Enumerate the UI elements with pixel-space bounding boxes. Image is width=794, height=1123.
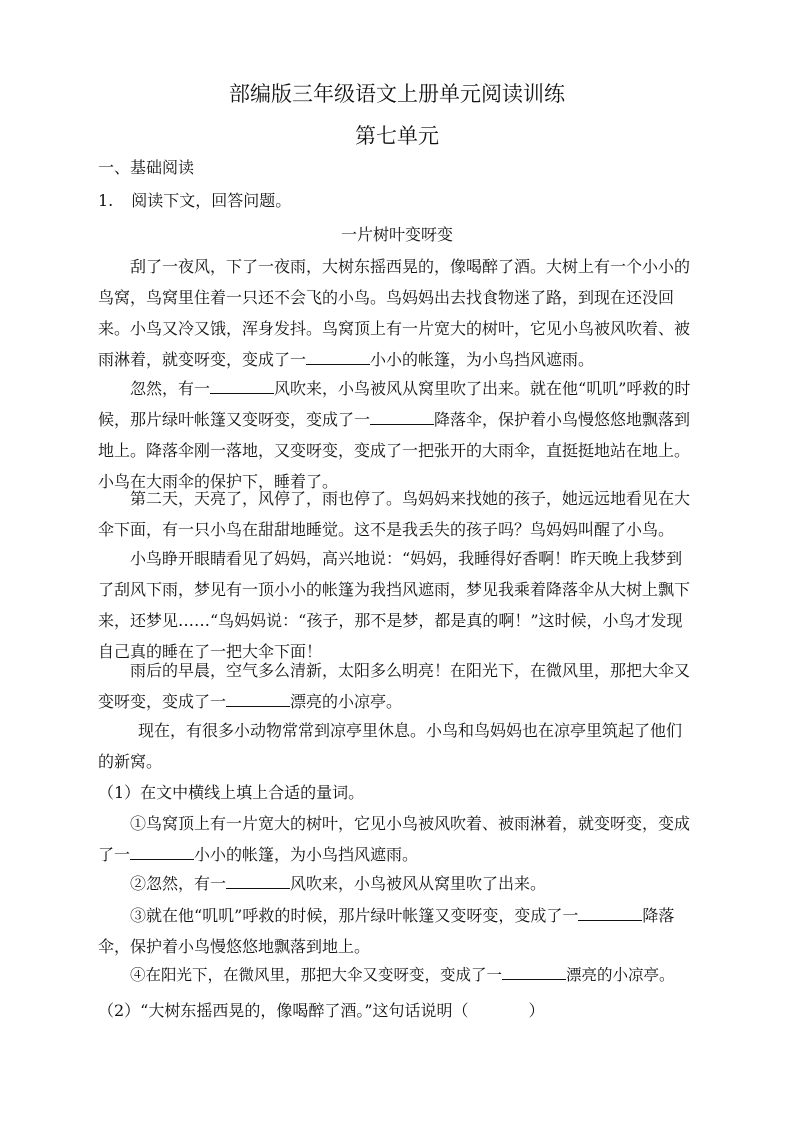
sub-question-1-label: （1）在文中横线上填上合适的量词。 [98, 783, 365, 802]
answer-blank[interactable] [226, 692, 290, 707]
answer-blank[interactable] [370, 410, 434, 425]
story-paragraph-7: 现在，有很多小动物常常到凉亭里休息。小鸟和鸟妈妈也在凉亭里筑起了他们的新窝。 [98, 721, 683, 771]
story-paragraph-4: 第二天，天亮了，风停了，雨也停了。鸟妈妈来找她的孩子，她远远地看见在大伞下面，有一只小鸟在甜甜地睡觉。这不是我丢失的孩子吗？鸟妈妈叫醒了小鸟。 [98, 489, 691, 539]
question-instruction: 阅读下文，回答问题。 [131, 191, 292, 210]
sub-question-1-item-2: ②忽然，有一 风吹来，小鸟被风从窝里吹了出来。 [130, 874, 547, 893]
story-paragraph-3: 忽然，有一 风吹来，小鸟被风从窝里吹了出来。就在他“叽叽”呼救的时候，那片绿叶帐篷又变呀变，变成了一 降落伞，保护着小鸟慢悠悠地飘落到地上。降落伞刚一落地，又变呀变，变成了一把张开的大雨伞，直挺挺地站在地上。小鸟在大雨伞的保护下，睡着了。 [98, 379, 691, 491]
story-paragraph-1: 刮了一夜风，下了一夜雨，大树东摇西晃的，像喝醉了酒。大树上有一个小小的鸟窝，鸟窝里住着一只还不会飞的小鸟。鸟妈妈出去找食物迷了路，到现在还没回来。 [98, 257, 691, 338]
answer-blank[interactable] [502, 965, 566, 980]
section-heading: 一、基础阅读 [98, 158, 195, 177]
story-paragraph-2: 小鸟又冷又饿，浑身发抖。鸟窝顶上有一片宽大的树叶，它见小鸟被风吹着、被雨淋着，就变呀变，变成了一 小小的帐篷，为小鸟挡风遮雨。 [98, 319, 691, 369]
answer-blank[interactable] [578, 906, 642, 921]
story-paragraph-6: 雨后的早晨，空气多么清新，太阳多么明亮！在阳光下，在微风里，那把大伞又变呀变，变成了一 漂亮的小凉亭。 [98, 661, 691, 711]
sub-question-2: （2）“大树东摇西晃的，像喝醉了酒。”这句话说明（ ） [98, 1001, 545, 1020]
sub-question-1-item-4: ④在阳光下，在微风里，那把大伞又变呀变，变成了一 漂亮的小凉亭。 [130, 966, 675, 984]
question-number: 1. [98, 191, 114, 210]
question-1-header [98, 188, 291, 211]
answer-blank[interactable] [306, 350, 370, 365]
sub-question-1-item-3: ③就在他“叽叽”呼救的时候，那片绿叶帐篷又变呀变，变成了一 降落伞，保护着小鸟慢悠悠地飘落到地上。 [98, 906, 675, 956]
story-title: 一片树叶变呀变 [340, 225, 453, 244]
unit-title: 第七单元 [355, 124, 439, 148]
answer-blank[interactable] [130, 845, 194, 860]
sub-question-1-item-1: ①鸟窝顶上有一片宽大的树叶，它见小鸟被风吹着、被雨淋着，就变呀变，变成了一 小小的帐篷，为小鸟挡风遮雨。 [98, 814, 691, 864]
document-title: 部编版三年级语文上册单元阅读训练 [229, 82, 565, 106]
story-paragraph-5: 小鸟睁开眼睛看见了妈妈，高兴地说：“妈妈，我睡得好香啊！昨天晚上我梦到了刮风下雨，梦见有一顶小小的帐篷为我挡风遮雨，梦见我乘着降落伞从大树上飘下来，还梦见……“鸟妈妈说：“孩子，那不是梦，都是真的啊！”这时候，小鸟才发现自己真的睡在了一把大伞下面！ [98, 549, 691, 661]
answer-blank[interactable] [226, 874, 290, 889]
answer-blank[interactable] [210, 379, 274, 394]
